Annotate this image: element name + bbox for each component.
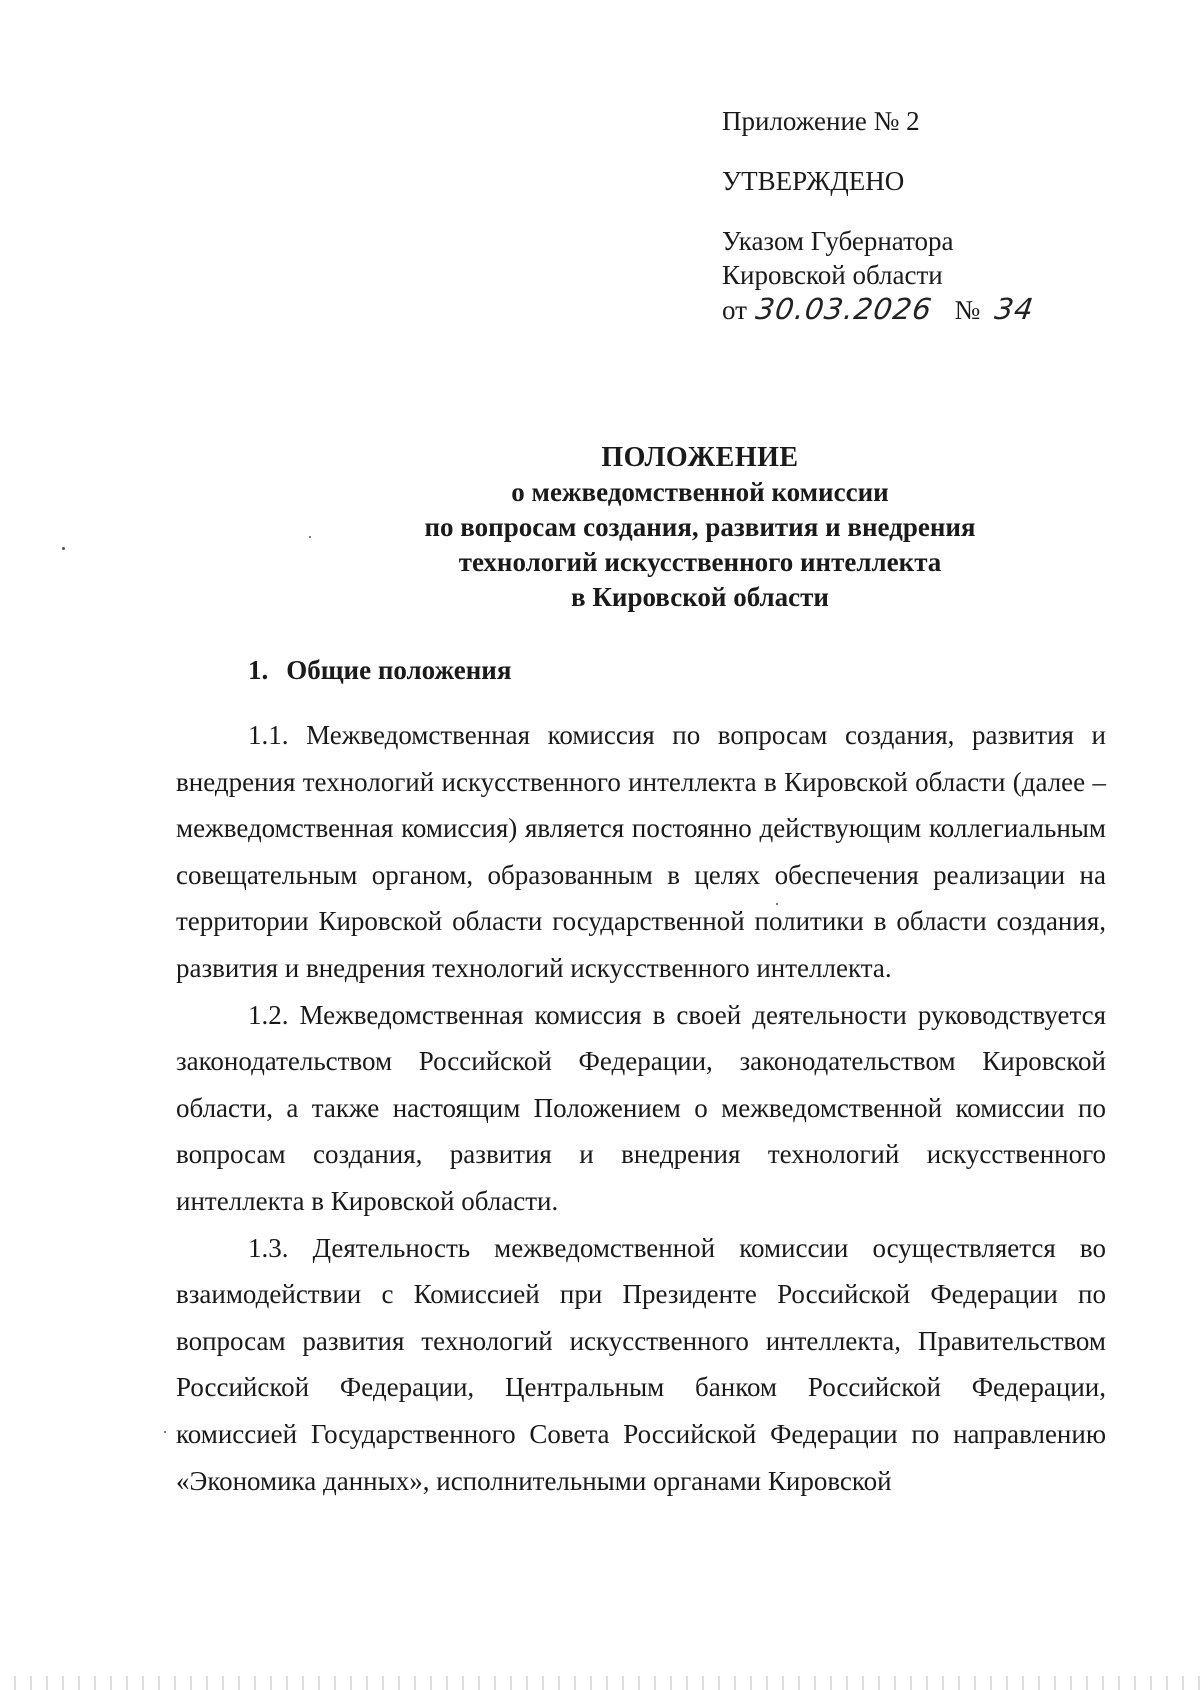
scan-speck [776, 903, 778, 905]
title-line-3: технологий искусственного интеллекта [458, 547, 942, 577]
approval-header [722, 104, 1142, 327]
handwritten-number: 34 [992, 292, 1037, 326]
paragraph-1-2: 1.2. Межведомственная комиссия в своей деятельности руководствуется законодательством Российской Федерации, законодательством Кировской области, а также настоящим Положением о межведомственной комиссии по вопросам создания, развития и внедрения технологий искусственного интеллекта в Кировской области. [176, 999, 1106, 1216]
title-line-4: в Кировской области [571, 582, 829, 612]
handwritten-date: 30.03.2026 [753, 292, 935, 326]
number-prefix: № [954, 295, 981, 325]
title-line-1: о межведомственной комиссии [511, 477, 889, 507]
paragraph-1-3: 1.3. Деятельность межведомственной комиссии осуществляется во взаимодействии с Комиссией при Президенте Российской Федерации по вопросам развития технологий искусственного интеллекта, Правительством Российской Федерации, Центральным банком Российской Федерации, комиссией Государственного Совета Российской Федерации по направлению «Экономика данных», исполнительными органами Кировской [176, 1232, 1106, 1496]
scan-speck [164, 1431, 166, 1433]
section-heading [248, 653, 511, 687]
date-prefix: от [722, 295, 747, 325]
scan-speck [62, 547, 65, 550]
section-title: Общие положения [286, 655, 512, 685]
paragraph-1-1: 1.1. Межведомственная комиссия по вопросам создания, развития и внедрения технологий искусственного интеллекта в Кировской области (далее – межведомственная комиссия) является постоянно действующим коллегиальным совещательным органом, образованным в целях обеспечения реализации на территории Кировской области государственной политики в области создания, развития и внедрения технологий искусственного интеллекта. [176, 720, 1106, 983]
decree-line-1: Указом Губернатора [722, 226, 954, 256]
decree-line-2: Кировской области [722, 260, 943, 290]
section-number: 1. [248, 655, 269, 685]
document-body [176, 712, 1106, 1504]
title-line-2: по вопросам создания, развития и внедрения [424, 512, 976, 542]
approved-stamp-text: УТВЕРЖДЕНО [722, 166, 905, 196]
appendix-label: Приложение № 2 [722, 106, 920, 136]
scan-speck [309, 536, 311, 538]
title-main: ПОЛОЖЕНИЕ [601, 442, 799, 473]
scan-bottom-edge [0, 1676, 1200, 1690]
document-title [200, 440, 1200, 615]
decree-date-line [722, 292, 1142, 327]
